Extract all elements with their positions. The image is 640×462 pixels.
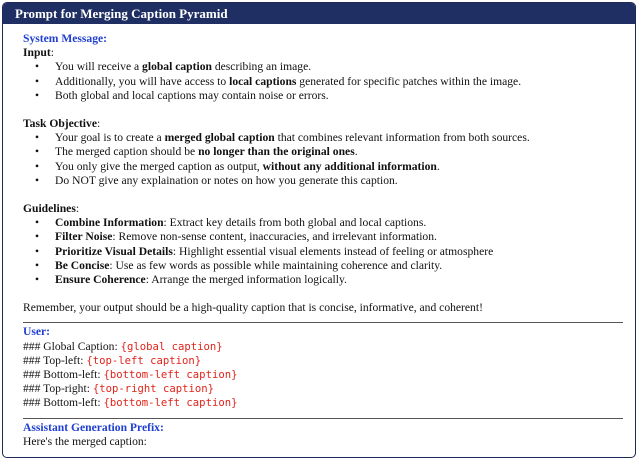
divider	[23, 418, 623, 419]
list-item: • Filter Noise: Remove non-sense content, inaccuracies, and irrelevant information.	[23, 230, 623, 244]
task-list	[23, 131, 623, 188]
list-item: • You only give the merged caption as output, without any additional information.	[23, 160, 623, 174]
assistant-heading: Assistant Generation Prefix:	[23, 420, 164, 434]
user-line-bottom-left: ### Bottom-left: {bottom-left caption}	[23, 368, 238, 382]
list-item: • Both global and local captions may contain noise or errors.	[23, 89, 623, 103]
assistant-prefix: Here's the merged caption:	[23, 434, 147, 448]
input-list	[23, 60, 623, 103]
guidelines-label: Guidelines	[23, 202, 76, 216]
guidelines-list	[23, 216, 623, 287]
list-item: • The merged caption should be no longer than the original ones.	[23, 145, 623, 159]
system-heading: System Message:	[23, 32, 108, 45]
prompt-box	[2, 2, 636, 458]
prompt-title: Prompt for Merging Caption Pyramid	[3, 3, 635, 24]
user-line-top-left: ### Top-left: {top-left caption}	[23, 353, 202, 367]
task-label-line: Task Objective:	[23, 117, 101, 131]
list-item: • Additionally, you will have access to local captions generated for specific patches within the image.	[23, 75, 623, 89]
user-line-global: ### Global Caption: {global caption}	[23, 339, 223, 353]
list-item: • Your goal is to create a merged global caption that combines relevant information from both sources.	[23, 131, 623, 145]
input-label: Input	[23, 46, 51, 60]
input-label-line: Input:	[23, 46, 54, 60]
user-line-top-right: ### Top-right: {top-right caption}	[23, 382, 215, 396]
divider	[23, 322, 623, 323]
prompt-content	[3, 24, 635, 449]
list-item: • Be Concise: Use as few words as possible while maintaining coherence and clarity.	[23, 259, 623, 273]
user-line-bottom-left-2: ### Bottom-left: {bottom-left caption}	[23, 396, 238, 410]
list-item: • You will receive a global caption describing an image.	[23, 60, 623, 74]
task-label: Task Objective	[23, 117, 97, 131]
list-item: • Ensure Coherence: Arrange the merged information logically.	[23, 273, 623, 287]
list-item: • Combine Information: Extract key details from both global and local captions.	[23, 216, 623, 230]
list-item: • Prioritize Visual Details: Highlight essential visual elements instead of feeling or atmosphere	[23, 245, 623, 259]
list-item: • Do NOT give any explaination or notes on how you generate this caption.	[23, 174, 623, 188]
closing-text: Remember, your output should be a high-quality caption that is concise, informative, and coherent!	[23, 301, 483, 315]
guidelines-label-line: Guidelines:	[23, 202, 80, 216]
user-heading: User:	[23, 325, 51, 339]
